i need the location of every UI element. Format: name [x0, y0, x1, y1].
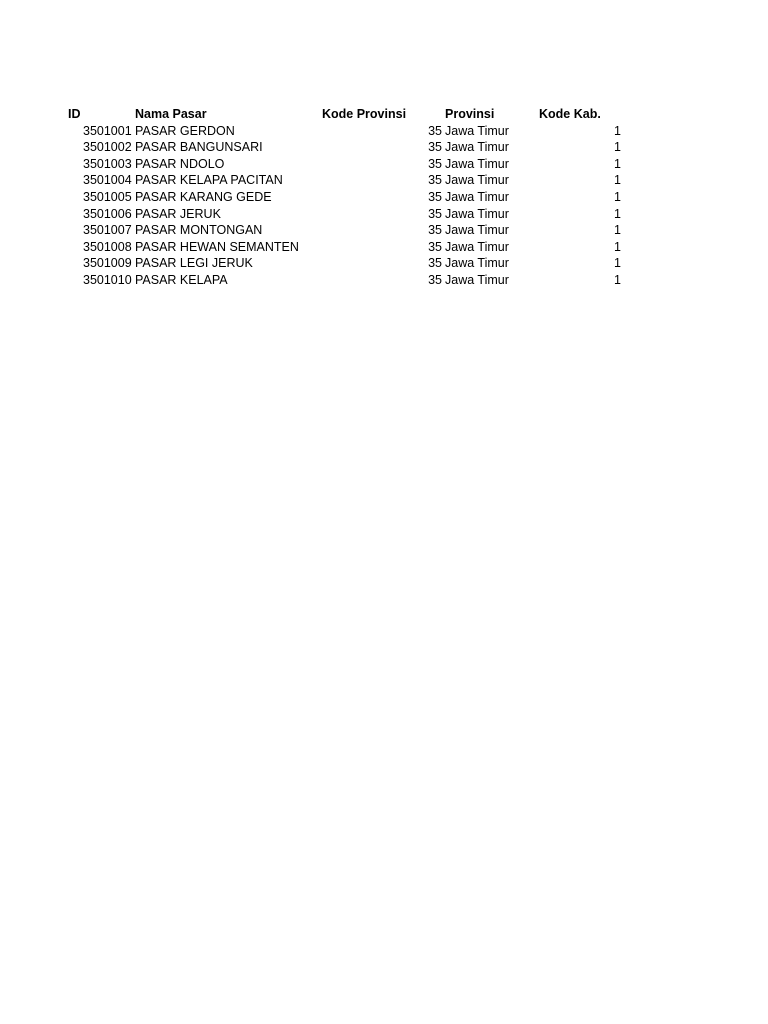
- cell-provinsi: Jawa Timur: [445, 223, 509, 238]
- cell-nama-pasar: PASAR KELAPA: [135, 273, 228, 287]
- cell-nama-pasar: PASAR NDOLO: [135, 156, 225, 171]
- cell-provinsi: Jawa Timur: [445, 273, 509, 287]
- cell-id: 3501007: [83, 223, 132, 238]
- cell-id: 3501008: [83, 239, 132, 254]
- table-row: [0, 272, 768, 289]
- cell-provinsi: Jawa Timur: [445, 206, 509, 221]
- table-row: [0, 172, 768, 189]
- cell-kode-kab: 1: [614, 173, 621, 188]
- cell-kode-kab: 1: [614, 273, 621, 287]
- cell-id: 3501002: [83, 140, 132, 155]
- header-provinsi: Provinsi: [445, 107, 495, 121]
- cell-kode-kab: 1: [614, 206, 621, 221]
- cell-id: 3501001: [83, 123, 132, 138]
- cell-id: 3501004: [83, 173, 132, 188]
- cell-kode-provinsi: 35: [428, 140, 442, 155]
- cell-kode-provinsi: 35: [428, 239, 442, 254]
- cell-id: 3501010: [83, 273, 132, 287]
- cell-id: 3501009: [83, 256, 132, 271]
- cell-kode-provinsi: 35: [428, 256, 442, 271]
- table-row: [0, 189, 768, 206]
- cell-nama-pasar: PASAR BANGUNSARI: [135, 140, 263, 155]
- table-row: [0, 123, 768, 140]
- cell-kode-provinsi: 35: [428, 190, 442, 204]
- cell-kode-provinsi: 35: [428, 173, 442, 188]
- cell-nama-pasar: PASAR KARANG GEDE: [135, 190, 272, 204]
- table-row: [0, 206, 768, 223]
- cell-provinsi: Jawa Timur: [445, 239, 509, 254]
- cell-nama-pasar: PASAR HEWAN SEMANTEN: [135, 239, 299, 254]
- cell-id: 3501005: [83, 190, 132, 204]
- cell-kode-kab: 1: [614, 190, 621, 204]
- cell-kode-provinsi: 35: [428, 123, 442, 138]
- header-kode-kab: Kode Kab.: [539, 107, 601, 121]
- cell-id: 3501003: [83, 156, 132, 171]
- cell-nama-pasar: PASAR GERDON: [135, 123, 235, 138]
- cell-kode-kab: 1: [614, 256, 621, 271]
- cell-provinsi: Jawa Timur: [445, 256, 509, 271]
- cell-kode-kab: 1: [614, 239, 621, 254]
- table-row: [0, 156, 768, 173]
- cell-nama-pasar: PASAR JERUK: [135, 206, 221, 221]
- header-id: ID: [68, 107, 81, 121]
- cell-kode-kab: 1: [614, 223, 621, 238]
- cell-kode-provinsi: 35: [428, 206, 442, 221]
- cell-kode-kab: 1: [614, 156, 621, 171]
- cell-provinsi: Jawa Timur: [445, 156, 509, 171]
- cell-provinsi: Jawa Timur: [445, 190, 509, 204]
- table-header-row: [0, 106, 768, 123]
- header-nama-pasar: Nama Pasar: [135, 107, 207, 121]
- cell-nama-pasar: PASAR LEGI JERUK: [135, 256, 253, 271]
- cell-kode-provinsi: 35: [428, 273, 442, 287]
- cell-provinsi: Jawa Timur: [445, 173, 509, 188]
- cell-id: 3501006: [83, 206, 132, 221]
- cell-kode-provinsi: 35: [428, 156, 442, 171]
- cell-provinsi: Jawa Timur: [445, 140, 509, 155]
- cell-kode-kab: 1: [614, 123, 621, 138]
- header-kode-provinsi: Kode Provinsi: [322, 107, 407, 121]
- cell-provinsi: Jawa Timur: [445, 123, 509, 138]
- cell-kode-kab: 1: [614, 140, 621, 155]
- table-row: [0, 255, 768, 272]
- table-row: [0, 239, 768, 256]
- table-row: [0, 222, 768, 239]
- cell-kode-provinsi: 35: [428, 223, 442, 238]
- cell-nama-pasar: PASAR KELAPA PACITAN: [135, 173, 283, 188]
- cell-nama-pasar: PASAR MONTONGAN: [135, 223, 263, 238]
- table-row: [0, 139, 768, 156]
